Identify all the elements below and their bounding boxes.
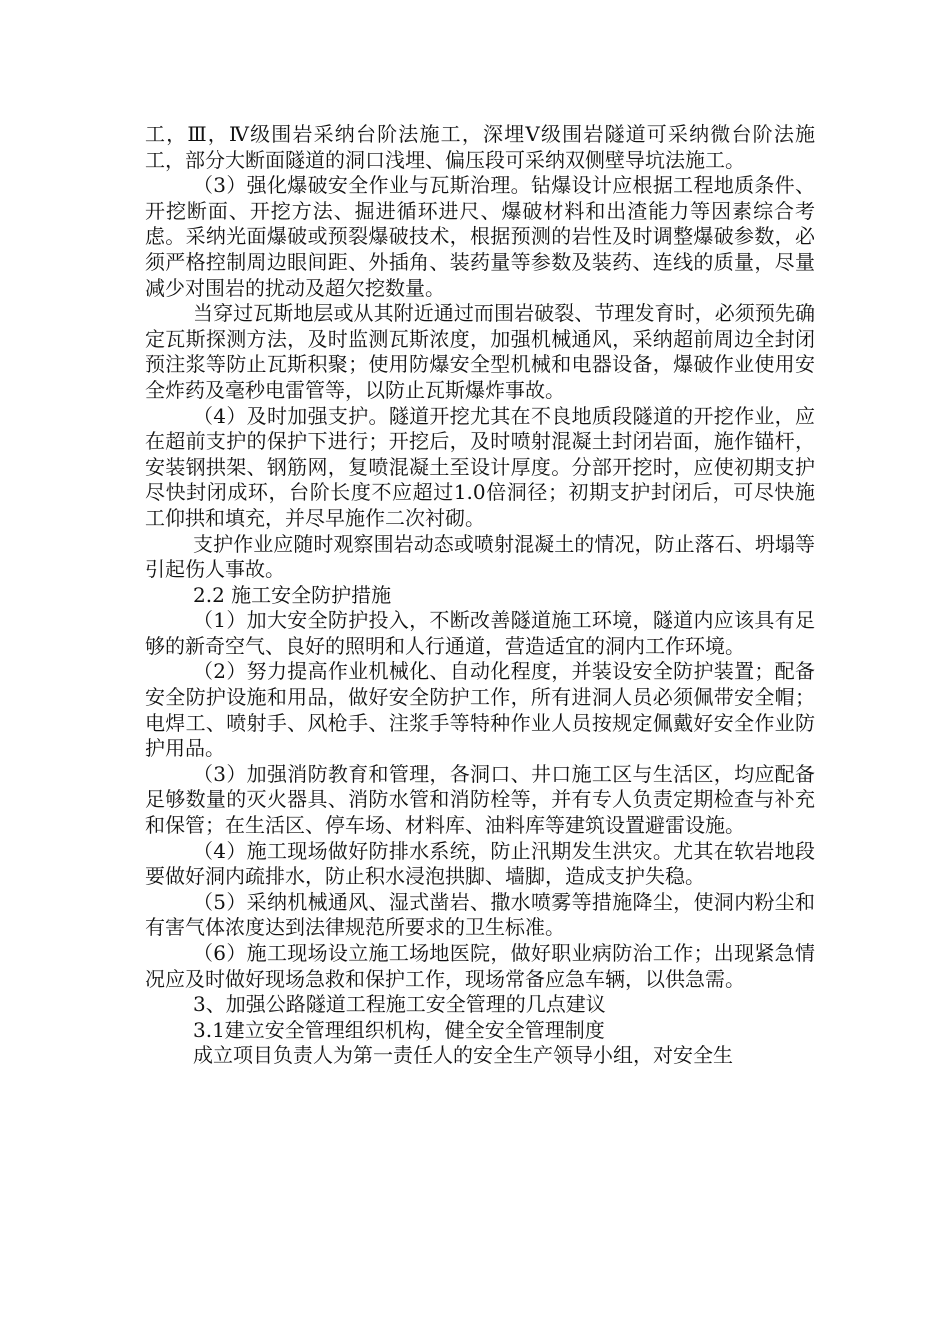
section-heading: 2.2 施工安全防护措施 — [193, 582, 392, 607]
paragraph: （3）强化爆破安全作业与瓦斯治理。钻爆设计应根据工程地质条件、开挖断面、开挖方法、掘进循环进尺、爆破材料和出渣能力等因素综合考虑。采纳光面爆破或预裂爆破技术，根据预测的岩性及时调整爆破参数，必须严格控制周边眼间距、外插角、装药量等参数及装药、连线的质量，尽量减少对围岩的扰动及超欠挖数量。 — [145, 173, 815, 300]
paragraph: （5）采纳机械通风、湿式凿岩、撒水喷雾等措施降尘，使洞内粉尘和有害气体浓度达到法律规范所要求的卫生标准。 — [145, 889, 815, 940]
paragraph: （1）加大安全防护投入，不断改善隧道施工环境，隧道内应该具有足够的新奇空气、良好的照明和人行通道，营造适宜的洞内工作环境。 — [145, 608, 815, 658]
paragraph: 当穿过瓦斯地层或从其附近通过而围岩破裂、节理发育时，必须预先确定瓦斯探测方法，及时监测瓦斯浓度，加强机械通风，采纳超前周边全封闭预注浆等防止瓦斯积聚；使用防爆安全型机械和电器设备，爆破作业使用安全炸药及毫秒电雷管等，以防止瓦斯爆炸事故。 — [145, 301, 815, 402]
paragraph: （4）施工现场做好防排水系统，防止汛期发生洪灾。尤其在软岩地段要做好洞内疏排水，防止积水浸泡拱脚、墙脚，造成支护失稳。 — [145, 838, 815, 889]
paragraph: 成立项目负责人为第一责任人的安全生产领导小组，对安全生 — [193, 1043, 733, 1068]
paragraph: （2）努力提高作业机械化、自动化程度，并装设安全防护装置；配备安全防护设施和用品，做好安全防护工作，所有进洞人员必须佩带安全帽；电焊工、喷射手、风枪手、注浆手等特种作业人员按规定佩戴好安全作业防护用品。 — [145, 659, 815, 761]
paragraph: 支护作业应随时观察围岩动态或喷射混凝土的情况，防止落石、坍塌等引起伤人事故。 — [145, 531, 815, 582]
section-heading: 3、加强公路隧道工程施工安全管理的几点建议 — [193, 992, 606, 1017]
subsection-heading: 3.1建立安全管理组织机构，健全安全管理制度 — [193, 1017, 605, 1042]
paragraph: （4）及时加强支护。隧道开挖尤其在不良地质段隧道的开挖作业，应在超前支护的保护下进行；开挖后，及时喷射混凝土封闭岩面，施作锚杆，安装钢拱架、钢筋网，复喷混凝土至设计厚度。分部开挖时，应使初期支护尽快封闭成环，台阶长度不应超过1.0倍洞径；初期支护封闭后，可尽快施工仰拱和填充，并尽早施作二次衬砌。 — [145, 403, 815, 530]
paragraph: （3）加强消防教育和管理，各洞口、井口施工区与生活区，均应配备足够数量的灭火器具、消防水管和消防栓等，并有专人负责定期检查与补充和保管；在生活区、停车场、材料库、油料库等建筑设置避雷设施。 — [145, 761, 815, 838]
paragraph: （6）施工现场设立施工场地医院，做好职业病防治工作；出现紧急情况应及时做好现场急救和保护工作，现场常备应急车辆，以供急需。 — [145, 941, 815, 991]
document-body — [145, 122, 815, 1069]
paragraph: 工，Ⅲ，Ⅳ级围岩采纳台阶法施工，深埋Ⅴ级围岩隧道可采纳微台阶法施工，部分大断面隧道的洞口浅埋、偏压段可采纳双侧壁导坑法施工。 — [145, 122, 815, 172]
